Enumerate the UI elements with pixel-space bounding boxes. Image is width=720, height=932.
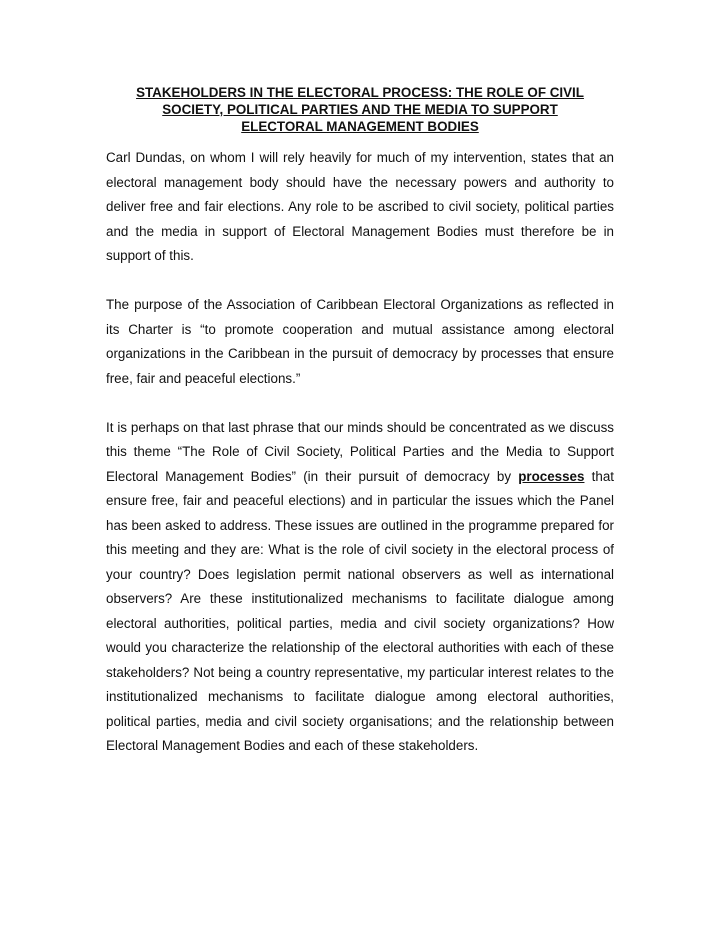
title-line-3: ELECTORAL MANAGEMENT BODIES — [241, 119, 479, 134]
paragraph-3-emphasis: processes — [518, 468, 585, 484]
paragraph-1: Carl Dundas, on whom I will rely heavily for much of my intervention, states that an electoral management body should have the necessary powers and authority to deliver free and fair elections. Any role to be ascribed to civil society, political parties and the media in support of Electoral Management Bodies must therefore be in support of this. — [106, 150, 614, 263]
title-line-1: STAKEHOLDERS IN THE ELECTORAL PROCESS: THE ROLE OF CIVIL — [136, 85, 584, 100]
paragraph-2: The purpose of the Association of Caribbean Electoral Organizations as reflected in its Charter is “to promote cooperation and mutual assistance among electoral organizations in the Caribbean in the pursuit of democracy by processes that ensure free, fair and peaceful elections.” — [106, 297, 614, 386]
document-title — [106, 84, 614, 135]
paragraph-3-before: It is perhaps on that last phrase that our minds should be concentrated as we discuss this theme “The Role of Civil Society, Political Parties and the Media to Support Electoral Management Bodies” (in their pursuit of democracy by — [106, 419, 614, 484]
paragraph-3 — [106, 416, 614, 759]
document-body — [106, 146, 614, 783]
paragraph-3-after: that ensure free, fair and peaceful elections) and in particular the issues which the Panel has been asked to address. These issues are outlined in the programme prepared for this meeting and they are: What is the role of civil society in the electoral process of your country? Does legislation permit national observers as well as international observers? Are these institutionalized mechanisms to facilitate dialogue among electoral authorities, political parties, media and civil society organizations? How would you characterize the relationship of the electoral authorities with each of these stakeholders? Not being a country representative, my particular interest relates to the institutionalized mechanisms to facilitate dialogue among electoral authorities, political parties, media and civil society organisations; and the relationship between Electoral Management Bodies and each of these stakeholders. — [106, 468, 614, 753]
title-line-2: SOCIETY, POLITICAL PARTIES AND THE MEDIA TO SUPPORT — [162, 102, 558, 117]
